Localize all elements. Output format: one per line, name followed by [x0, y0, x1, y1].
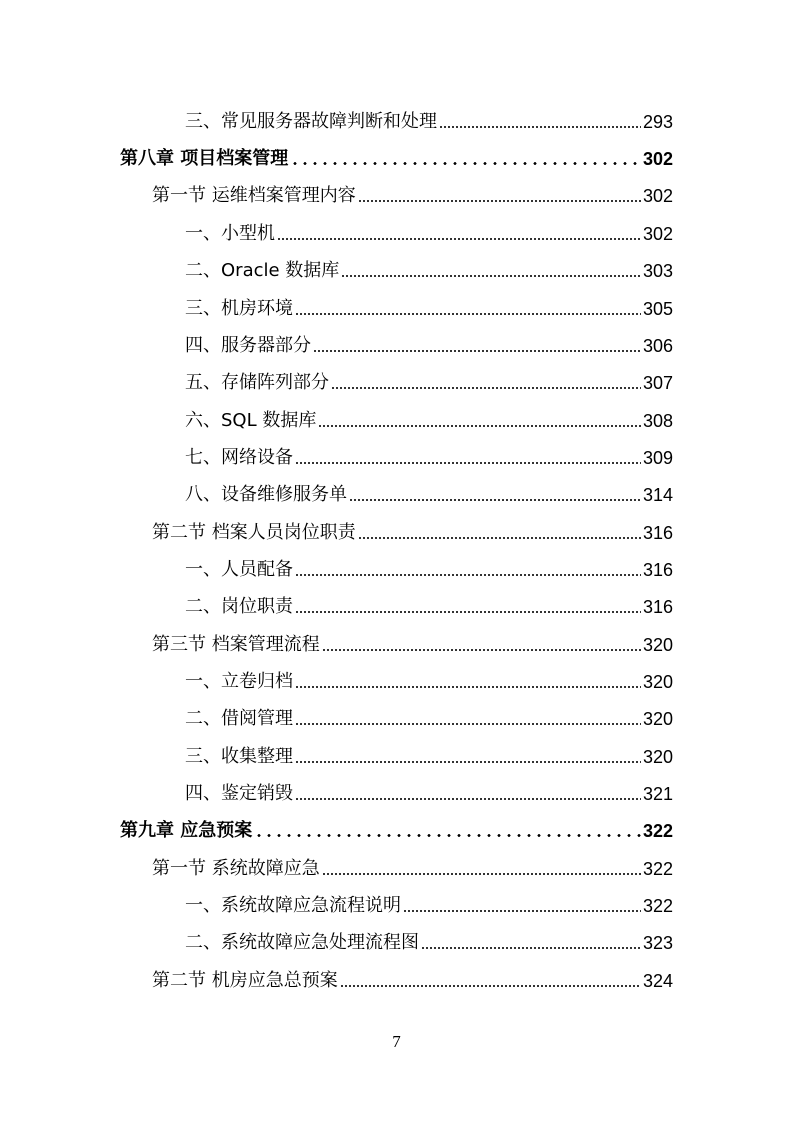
toc-entry-title: 八、设备维修服务单	[185, 484, 347, 505]
toc-entry-page: 302	[642, 224, 673, 244]
toc-entry-page: 306	[642, 336, 673, 356]
toc-chapter[interactable]	[120, 142, 673, 170]
dot-leader	[358, 200, 641, 202]
dot-leader	[322, 649, 641, 651]
dot-leader	[318, 425, 641, 427]
dot-leader	[290, 162, 641, 165]
toc-entry-page: 321	[642, 784, 673, 804]
dot-leader	[295, 686, 641, 688]
toc-entry-title: 第八章 项目档案管理	[120, 148, 289, 169]
toc-entry-title: 七、网络设备	[185, 447, 293, 468]
toc-entry-title: 四、鉴定销毁	[185, 783, 293, 804]
toc-entry[interactable]	[185, 553, 673, 581]
toc-entry-title: 第三节 档案管理流程	[152, 634, 320, 655]
dot-leader	[439, 126, 641, 128]
toc-entry-title: 第一节 系统故障应急	[152, 858, 320, 879]
toc-entry-page: 308	[642, 411, 673, 431]
toc-entry-page: 302	[642, 149, 673, 169]
toc-entry-title: 二、借阅管理	[185, 708, 293, 729]
toc-entry-page: 303	[642, 261, 673, 281]
dot-leader	[295, 798, 641, 800]
toc-entry-page: 320	[642, 709, 673, 729]
toc-entry[interactable]	[185, 329, 673, 357]
toc-entry-title: 第九章 应急预案	[120, 820, 253, 841]
dot-leader	[295, 761, 641, 763]
toc-entry-page: 323	[642, 933, 673, 953]
dot-leader	[295, 313, 641, 315]
dot-leader	[341, 275, 641, 277]
toc-entry-page: 320	[642, 672, 673, 692]
toc-entry[interactable]	[185, 702, 673, 730]
toc-entry-page: 307	[642, 373, 673, 393]
dot-leader	[313, 350, 641, 352]
toc-entry-title: 第二节 机房应急总预案	[152, 970, 338, 991]
toc-entry-title: 二、Oracle 数据库	[185, 260, 340, 281]
toc-entry-page: 324	[642, 971, 673, 991]
toc-entry[interactable]	[185, 665, 673, 693]
toc-section[interactable]	[152, 964, 673, 992]
dot-leader	[403, 910, 641, 912]
dot-leader	[277, 238, 641, 240]
page-number: 7	[392, 1032, 401, 1051]
toc-chapter[interactable]	[120, 814, 673, 842]
toc-entry[interactable]	[185, 926, 673, 954]
toc-entry-page: 316	[642, 523, 673, 543]
toc-entry-page: 320	[642, 635, 673, 655]
toc-entry-title: 三、收集整理	[185, 746, 293, 767]
toc-entry[interactable]	[185, 777, 673, 805]
toc-entry-title: 一、立卷归档	[185, 671, 293, 692]
toc-entry-title: 第一节 运维档案管理内容	[152, 185, 356, 206]
dot-leader	[322, 873, 641, 875]
toc-entry[interactable]	[185, 292, 673, 320]
toc-entry[interactable]	[185, 105, 673, 133]
toc-section[interactable]	[152, 516, 673, 544]
toc-entry-title: 第二节 档案人员岗位职责	[152, 522, 356, 543]
dot-leader	[340, 985, 641, 987]
toc-entry-page: 314	[642, 485, 673, 505]
toc-entry[interactable]	[185, 366, 673, 394]
toc-entry[interactable]	[185, 478, 673, 506]
dot-leader	[358, 537, 641, 539]
toc-section[interactable]	[152, 628, 673, 656]
toc-entry[interactable]	[185, 217, 673, 245]
toc-entry[interactable]	[185, 740, 673, 768]
toc-section[interactable]	[152, 852, 673, 880]
toc-entry-title: 一、人员配备	[185, 559, 293, 580]
toc-entry-page: 322	[642, 896, 673, 916]
dot-leader	[295, 574, 641, 576]
dot-leader	[254, 834, 641, 837]
dot-leader	[421, 947, 641, 949]
toc-entry-title: 二、岗位职责	[185, 596, 293, 617]
toc-entry-title: 六、SQL 数据库	[185, 410, 317, 431]
toc-entry-title: 二、系统故障应急处理流程图	[185, 932, 419, 953]
toc-entry[interactable]	[185, 889, 673, 917]
toc-entry-title: 一、小型机	[185, 223, 275, 244]
toc-entry[interactable]	[185, 404, 673, 432]
toc-section[interactable]	[152, 179, 673, 207]
toc-entry-page: 302	[642, 186, 673, 206]
toc-entry-title: 五、存储阵列部分	[185, 372, 329, 393]
toc-entry-page: 305	[642, 299, 673, 319]
dot-leader	[331, 387, 641, 389]
toc-entry-page: 309	[642, 448, 673, 468]
toc-entry[interactable]	[185, 441, 673, 469]
toc-entry-page: 322	[642, 821, 673, 841]
toc-entry-page: 320	[642, 747, 673, 767]
toc-entry-page: 322	[642, 859, 673, 879]
toc-entry-title: 三、常见服务器故障判断和处理	[185, 111, 437, 132]
toc-entry-page: 293	[642, 112, 673, 132]
dot-leader	[295, 462, 641, 464]
toc-entry-page: 316	[642, 597, 673, 617]
toc-entry-title: 一、系统故障应急流程说明	[185, 895, 401, 916]
dot-leader	[295, 611, 641, 613]
toc-entry[interactable]	[185, 254, 673, 282]
dot-leader	[349, 499, 641, 501]
toc-entry[interactable]	[185, 590, 673, 618]
toc-entry-page: 316	[642, 560, 673, 580]
dot-leader	[295, 723, 641, 725]
toc-entry-title: 三、机房环境	[185, 298, 293, 319]
toc-entry-title: 四、服务器部分	[185, 335, 311, 356]
